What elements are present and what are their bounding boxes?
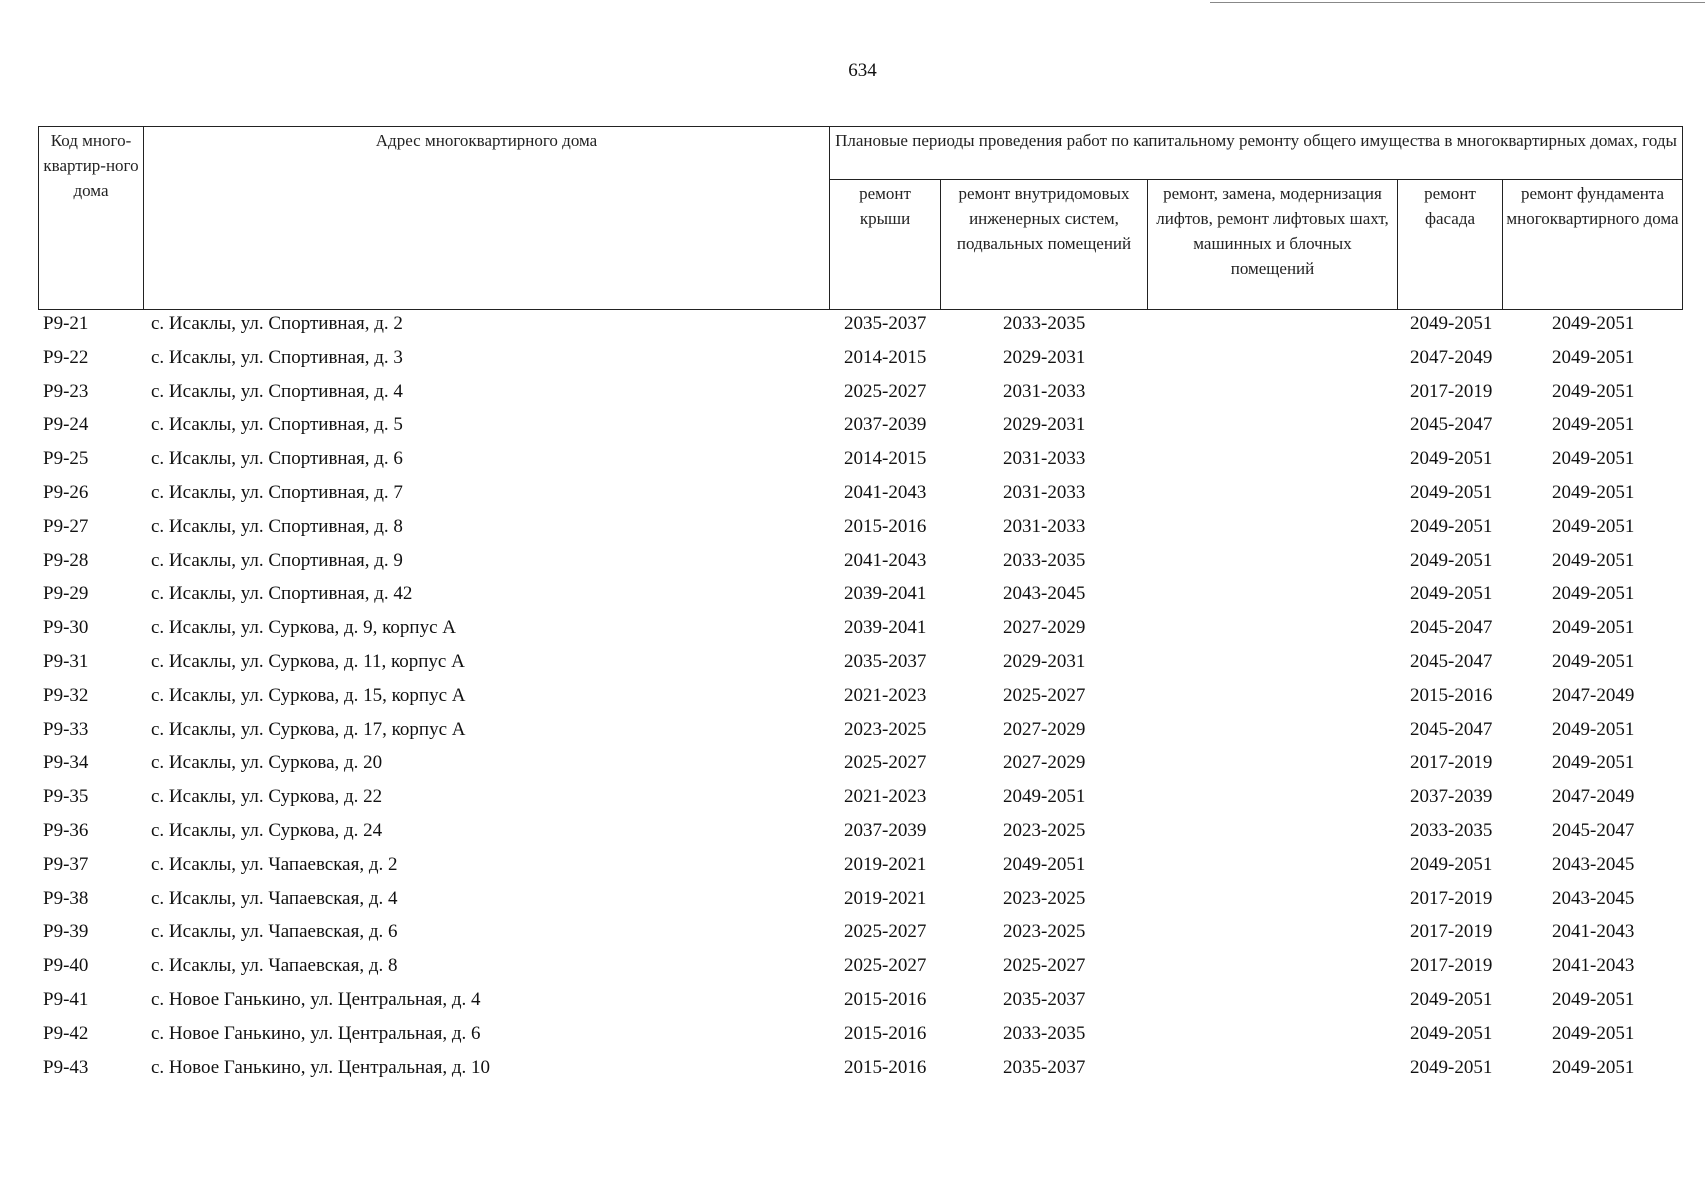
cell-facade: 2049-2051 — [1410, 313, 1493, 334]
cell-facade: 2049-2051 — [1410, 448, 1493, 470]
cell-code: Р9-39 — [43, 921, 89, 943]
cell-foundation: 2049-2051 — [1552, 617, 1635, 639]
table-row — [0, 311, 1705, 345]
table-row — [0, 345, 1705, 379]
cell-engineering: 2031-2033 — [1003, 380, 1086, 402]
cell-foundation: 2049-2051 — [1552, 549, 1635, 571]
cell-address: с. Исаклы, ул. Спортивная, д. 9 — [151, 549, 403, 571]
cell-roof: 2015-2016 — [844, 515, 927, 537]
cell-foundation: 2043-2045 — [1552, 887, 1635, 909]
table-row — [0, 750, 1705, 784]
cell-engineering: 2025-2027 — [1003, 684, 1086, 706]
cell-roof: 2035-2037 — [844, 650, 927, 672]
cell-code: Р9-42 — [43, 1022, 89, 1044]
table-row — [0, 683, 1705, 717]
cell-address: с. Исаклы, ул. Спортивная, д. 4 — [151, 380, 403, 402]
cell-address: с. Исаклы, ул. Суркова, д. 24 — [151, 819, 383, 841]
cell-code: Р9-36 — [43, 819, 89, 841]
cell-facade: 2049-2051 — [1410, 515, 1493, 537]
table-row — [0, 953, 1705, 987]
cell-address: с. Исаклы, ул. Чапаевская, д. 8 — [151, 955, 398, 977]
cell-facade: 2017-2019 — [1410, 921, 1493, 943]
cell-facade: 2045-2047 — [1410, 718, 1493, 740]
table-row — [0, 1055, 1705, 1089]
cell-foundation: 2049-2051 — [1552, 414, 1635, 436]
cell-address: с. Исаклы, ул. Суркова, д. 9, корпус А — [151, 617, 457, 639]
table-row — [0, 581, 1705, 615]
table-row — [0, 480, 1705, 514]
cell-code: Р9-29 — [43, 583, 89, 605]
cell-code: Р9-35 — [43, 786, 89, 808]
header-periods: Плановые периоды проведения работ по капитальному ремонту общего имущества в многоквартирных домах, годы — [830, 127, 1683, 180]
cell-facade: 2049-2051 — [1410, 1056, 1493, 1078]
table-row — [0, 852, 1705, 886]
cell-code: Р9-25 — [43, 448, 89, 470]
header-facade: ремонт фасада — [1398, 180, 1503, 310]
cell-foundation: 2049-2051 — [1552, 650, 1635, 672]
cell-engineering: 2023-2025 — [1003, 887, 1086, 909]
cell-code: Р9-21 — [43, 313, 89, 334]
cell-address: с. Исаклы, ул. Спортивная, д. 3 — [151, 346, 403, 368]
cell-engineering: 2027-2029 — [1003, 718, 1086, 740]
cell-code: Р9-33 — [43, 718, 89, 740]
table-row — [0, 987, 1705, 1021]
header-foundation: ремонт фундамента многоквартирного дома — [1503, 180, 1683, 310]
cell-engineering: 2035-2037 — [1003, 1056, 1086, 1078]
cell-roof: 2025-2027 — [844, 752, 927, 774]
table-row — [0, 615, 1705, 649]
cell-address: с. Исаклы, ул. Спортивная, д. 2 — [151, 313, 403, 334]
cell-code: Р9-24 — [43, 414, 89, 436]
table-row — [0, 379, 1705, 413]
cell-foundation: 2043-2045 — [1552, 853, 1635, 875]
cell-code: Р9-40 — [43, 955, 89, 977]
table-row — [0, 649, 1705, 683]
cell-roof: 2039-2041 — [844, 617, 927, 639]
cell-engineering: 2029-2031 — [1003, 650, 1086, 672]
cell-facade: 2017-2019 — [1410, 380, 1493, 402]
table-row — [0, 886, 1705, 920]
cell-roof: 2015-2016 — [844, 1022, 927, 1044]
cell-facade: 2015-2016 — [1410, 684, 1493, 706]
cell-address: с. Исаклы, ул. Спортивная, д. 5 — [151, 414, 403, 436]
header-lifts: ремонт, замена, модернизация лифтов, ремонт лифтовых шахт, машинных и блочных помещений — [1148, 180, 1398, 310]
cell-facade: 2033-2035 — [1410, 819, 1493, 841]
cell-roof: 2021-2023 — [844, 786, 927, 808]
cell-roof: 2015-2016 — [844, 1056, 927, 1078]
cell-address: с. Исаклы, ул. Суркова, д. 11, корпус А — [151, 650, 465, 672]
cell-code: Р9-37 — [43, 853, 89, 875]
cell-code: Р9-27 — [43, 515, 89, 537]
cell-roof: 2019-2021 — [844, 887, 927, 909]
table-row — [0, 818, 1705, 852]
cell-address: с. Исаклы, ул. Спортивная, д. 8 — [151, 515, 403, 537]
cell-facade: 2049-2051 — [1410, 549, 1493, 571]
cell-foundation: 2041-2043 — [1552, 921, 1635, 943]
cell-facade: 2047-2049 — [1410, 346, 1493, 368]
cell-code: Р9-41 — [43, 988, 89, 1010]
cell-foundation: 2049-2051 — [1552, 988, 1635, 1010]
cell-engineering: 2031-2033 — [1003, 515, 1086, 537]
cell-facade: 2049-2051 — [1410, 583, 1493, 605]
cell-foundation: 2049-2051 — [1552, 380, 1635, 402]
table-row — [0, 514, 1705, 548]
header-address: Адрес многоквартирного дома — [144, 127, 830, 310]
cell-foundation: 2049-2051 — [1552, 583, 1635, 605]
cell-roof: 2041-2043 — [844, 549, 927, 571]
cell-code: Р9-28 — [43, 549, 89, 571]
table-row — [0, 919, 1705, 953]
cell-address: с. Исаклы, ул. Спортивная, д. 6 — [151, 448, 403, 470]
cell-roof: 2019-2021 — [844, 853, 927, 875]
cell-address: с. Исаклы, ул. Чапаевская, д. 4 — [151, 887, 398, 909]
cell-facade: 2045-2047 — [1410, 617, 1493, 639]
cell-code: Р9-38 — [43, 887, 89, 909]
table-row — [0, 717, 1705, 751]
cell-foundation: 2049-2051 — [1552, 448, 1635, 470]
cell-facade: 2049-2051 — [1410, 481, 1493, 503]
cell-code: Р9-22 — [43, 346, 89, 368]
cell-foundation: 2049-2051 — [1552, 481, 1635, 503]
cell-address: с. Исаклы, ул. Спортивная, д. 7 — [151, 481, 403, 503]
cell-roof: 2014-2015 — [844, 448, 927, 470]
cell-engineering: 2033-2035 — [1003, 313, 1086, 334]
page-number: 634 — [848, 60, 877, 81]
cell-engineering: 2033-2035 — [1003, 549, 1086, 571]
cell-facade: 2017-2019 — [1410, 887, 1493, 909]
cell-address: с. Исаклы, ул. Спортивная, д. 42 — [151, 583, 413, 605]
cell-roof: 2014-2015 — [844, 346, 927, 368]
cell-roof: 2021-2023 — [844, 684, 927, 706]
cell-facade: 2017-2019 — [1410, 752, 1493, 774]
cell-facade: 2049-2051 — [1410, 988, 1493, 1010]
cell-engineering: 2049-2051 — [1003, 786, 1086, 808]
cell-address: с. Исаклы, ул. Чапаевская, д. 2 — [151, 853, 398, 875]
cell-address: с. Исаклы, ул. Суркова, д. 20 — [151, 752, 383, 774]
table-body — [0, 311, 1705, 1088]
cell-address: с. Исаклы, ул. Суркова, д. 15, корпус А — [151, 684, 466, 706]
top-rule — [1210, 2, 1705, 3]
cell-engineering: 2033-2035 — [1003, 1022, 1086, 1044]
cell-engineering: 2027-2029 — [1003, 617, 1086, 639]
cell-address: с. Исаклы, ул. Чапаевская, д. 6 — [151, 921, 398, 943]
cell-code: Р9-26 — [43, 481, 89, 503]
cell-code: Р9-43 — [43, 1056, 89, 1078]
cell-foundation: 2045-2047 — [1552, 819, 1635, 841]
cell-address: с. Новое Ганькино, ул. Центральная, д. 10 — [151, 1056, 491, 1078]
cell-engineering: 2029-2031 — [1003, 414, 1086, 436]
cell-roof: 2039-2041 — [844, 583, 927, 605]
cell-address: с. Новое Ганькино, ул. Центральная, д. 4 — [151, 988, 481, 1010]
cell-code: Р9-31 — [43, 650, 89, 672]
cell-roof: 2025-2027 — [844, 380, 927, 402]
cell-roof: 2015-2016 — [844, 988, 927, 1010]
cell-foundation: 2049-2051 — [1552, 1022, 1635, 1044]
cell-engineering: 2049-2051 — [1003, 853, 1086, 875]
table-row — [0, 446, 1705, 480]
cell-foundation: 2047-2049 — [1552, 786, 1635, 808]
cell-roof: 2035-2037 — [844, 313, 927, 334]
cell-code: Р9-32 — [43, 684, 89, 706]
header-engineering: ремонт внутридомовых инженерных систем, подвальных помещений — [941, 180, 1148, 310]
cell-foundation: 2049-2051 — [1552, 752, 1635, 774]
cell-engineering: 2031-2033 — [1003, 448, 1086, 470]
cell-facade: 2049-2051 — [1410, 853, 1493, 875]
cell-engineering: 2023-2025 — [1003, 921, 1086, 943]
table-row — [0, 1021, 1705, 1055]
cell-foundation: 2049-2051 — [1552, 1056, 1635, 1078]
cell-facade: 2049-2051 — [1410, 1022, 1493, 1044]
cell-engineering: 2023-2025 — [1003, 819, 1086, 841]
cell-foundation: 2049-2051 — [1552, 346, 1635, 368]
cell-engineering: 2035-2037 — [1003, 988, 1086, 1010]
cell-roof: 2025-2027 — [844, 921, 927, 943]
cell-engineering: 2029-2031 — [1003, 346, 1086, 368]
cell-foundation: 2049-2051 — [1552, 313, 1635, 334]
header-code: Код много-квартир-ного дома — [39, 127, 144, 310]
cell-roof: 2037-2039 — [844, 414, 927, 436]
cell-foundation: 2047-2049 — [1552, 684, 1635, 706]
cell-address: с. Исаклы, ул. Суркова, д. 22 — [151, 786, 383, 808]
cell-code: Р9-30 — [43, 617, 89, 639]
table-row — [0, 548, 1705, 582]
cell-foundation: 2049-2051 — [1552, 718, 1635, 740]
cell-roof: 2025-2027 — [844, 955, 927, 977]
cell-foundation: 2041-2043 — [1552, 955, 1635, 977]
cell-engineering: 2043-2045 — [1003, 583, 1086, 605]
cell-address: с. Новое Ганькино, ул. Центральная, д. 6 — [151, 1022, 481, 1044]
cell-engineering: 2027-2029 — [1003, 752, 1086, 774]
table-row — [0, 784, 1705, 818]
table-header — [38, 126, 1683, 310]
cell-code: Р9-34 — [43, 752, 89, 774]
cell-engineering: 2025-2027 — [1003, 955, 1086, 977]
cell-engineering: 2031-2033 — [1003, 481, 1086, 503]
table-row — [0, 412, 1705, 446]
cell-roof: 2037-2039 — [844, 819, 927, 841]
cell-roof: 2023-2025 — [844, 718, 927, 740]
cell-facade: 2045-2047 — [1410, 414, 1493, 436]
cell-facade: 2045-2047 — [1410, 650, 1493, 672]
cell-foundation: 2049-2051 — [1552, 515, 1635, 537]
cell-roof: 2041-2043 — [844, 481, 927, 503]
cell-facade: 2037-2039 — [1410, 786, 1493, 808]
header-roof: ремонт крыши — [830, 180, 941, 310]
cell-facade: 2017-2019 — [1410, 955, 1493, 977]
cell-address: с. Исаклы, ул. Суркова, д. 17, корпус А — [151, 718, 466, 740]
cell-code: Р9-23 — [43, 380, 89, 402]
